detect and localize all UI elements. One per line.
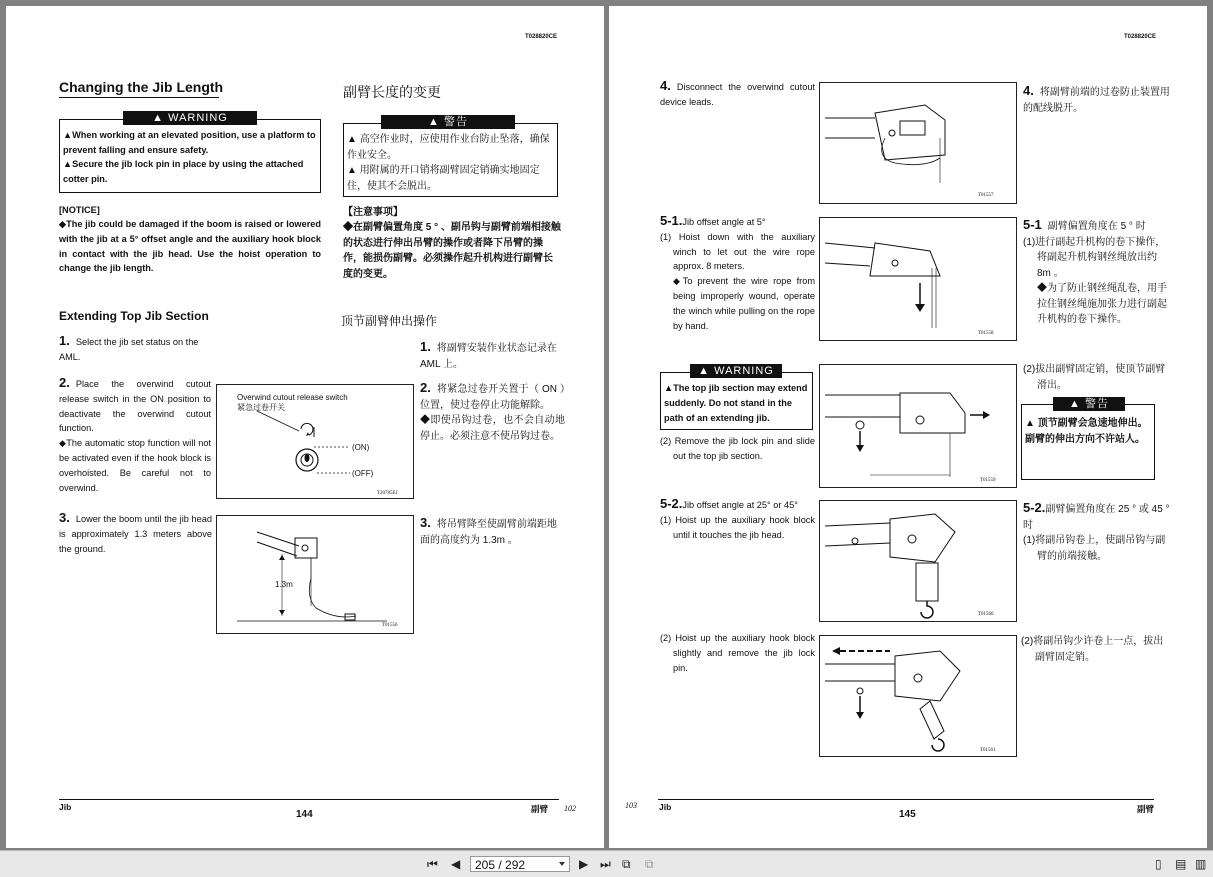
fig-dimension-label: 1.3m [275, 580, 293, 589]
chevron-down-icon[interactable] [559, 862, 565, 866]
overwind-leads-drawing [820, 83, 1016, 203]
fig-switch-off-label: (OFF) [352, 469, 374, 478]
warning-text-cn: ▲ 顶节副臂会急速地伸出。副臂的伸出方向不许站人。 [1025, 418, 1148, 445]
handwritten-number: 102 [564, 804, 576, 813]
warning-triangle-icon: ▲ [152, 112, 169, 124]
warning-text-cn: ▲ 高空作业时，应使用作业台防止坠落，确保作业安全。 ▲ 用附属的开口销将副臂固定销确实地固定住，使其不会脱出。 [347, 134, 550, 192]
footer-rule [658, 799, 1154, 800]
left-page [6, 6, 604, 848]
figure-number: T01560 [978, 612, 994, 617]
step-5-1-en: 5-1.Jib offset angle at 5° (1) Hoist down with the auxiliary winch to let out the wire rope approx. 8 meters. ◆To prevent the wire rope from being improperly wound, operate the winch while pulling on the rope by hand. [660, 213, 815, 331]
figure-number: T01559 [980, 478, 996, 483]
step-2-cn: 2. 将紧急过卷开关置于（ ON ）位置，使过卷停止功能解除。 ◆即使吊钩过卷，也不会自动地停止。必须注意不使吊钩过卷。 [420, 380, 565, 442]
warning-triangle-icon: ▲ [347, 165, 360, 176]
page-title-cn: 副臂长度的变更 [343, 84, 441, 100]
warning-text-en: ▲When working at an elevated position, use a platform to prevent falling and ensure safety. ▲Secure the jib lock pin in place by using the attached cotter pin. [63, 130, 316, 184]
two-page-view-icon[interactable]: ▥ [1195, 857, 1207, 871]
figure-overwind-leads [819, 82, 1017, 204]
warning-triangle-icon: ▲ [1025, 418, 1038, 429]
first-page-icon[interactable]: ⏮ [427, 857, 438, 871]
page-number-field[interactable]: 205 / 292 [470, 856, 570, 872]
right-page [609, 6, 1207, 848]
section-title-en: Extending Top Jib Section [59, 309, 209, 323]
figure-jib-height [216, 515, 414, 634]
slide-out-drawing [820, 365, 1016, 487]
figure-overwind-switch [216, 384, 414, 499]
footer-rule [59, 799, 559, 800]
page-number: 145 [899, 809, 916, 820]
warning-header-en: ▲ WARNING [123, 111, 257, 125]
continuous-view-icon[interactable]: ▤ [1175, 857, 1187, 871]
step-1-cn: 1. 将副臂安装作业状态记录在 AML 上。 [420, 339, 557, 370]
handwritten-number: 103 [625, 801, 637, 810]
fig-switch-title-en: Overwind cutout release switch [237, 393, 348, 402]
figure-number: T01557 [978, 193, 994, 198]
figure-number: T01556 [382, 623, 398, 628]
section-title-cn: 顶节副臂伸出操作 [341, 314, 438, 328]
notice-text-en: ◆The jib could be damaged if the boom is raised or lowered with the jib at a 5° offset angle and the auxiliary hook block in contact with the jib head. Use the hoist operation to change the jib length. [59, 219, 321, 274]
footer-section-cn: 副臂 [531, 804, 549, 814]
footer-section-en: Jib [59, 802, 72, 812]
figure-hoist-up [819, 500, 1017, 622]
last-page-icon[interactable]: ⏭ [600, 857, 611, 871]
prev-page-icon[interactable]: ◀ [451, 857, 461, 871]
warning-header-cn: ▲ 警告 [1053, 397, 1125, 411]
notice-label-en: [NOTICE] [59, 205, 100, 215]
warning-triangle-icon: ▲ [347, 134, 360, 145]
hoist-up-drawing [820, 501, 1016, 621]
figure-number: T20785EJ [377, 491, 398, 496]
figure-remove-pin [819, 635, 1017, 757]
fig-switch-title-cn: 紧急过卷开关 [237, 403, 285, 412]
hoist-down-drawing [820, 218, 1016, 340]
step-5-1-2-en: (2) Remove the jib lock pin and slide out the top jib section. [660, 436, 815, 461]
warning-header-en: ▲ WARNING [690, 364, 782, 378]
step-4-en: 4. Disconnect the overwind cutout device leads. [660, 78, 815, 107]
step-4-cn: 4. 将副臂前端的过卷防止装置用的配线脱开。 [1023, 83, 1170, 114]
step-5-1-2-cn: (2)拔出副臂固定销，使顶节副臂滑出。 [1023, 364, 1166, 391]
step-1-en: 1. Select the jib set status on the AML. [59, 333, 199, 362]
warning-triangle-icon: ▲ [63, 159, 73, 169]
step-3-en: 3. Lower the boom until the jib head is approximately 1.3 meters above the ground. [59, 510, 212, 554]
copy-page-icon[interactable]: ⧉ [622, 857, 631, 871]
next-page-icon[interactable]: ▶ [579, 857, 589, 871]
step-5-2-cn: 5-2.副臂偏置角度在 25 ° 或 45 ° 时 (1)将副吊钩卷上，使副吊钩与副臂的前端接触。 [1023, 500, 1170, 562]
warning-triangle-icon: ▲ [63, 130, 73, 140]
figure-number: T01558 [978, 331, 994, 336]
step-5-2-2-en: (2) Hoist up the auxiliary hook block slightly and remove the jib lock pin. [660, 633, 815, 673]
figure-hoist-down [819, 217, 1017, 341]
doc-id: T028820CE [525, 34, 558, 40]
remove-pin-drawing [820, 636, 1016, 756]
notice-text-cn: ◆在副臂偏置角度 5 ° 、副吊钩与副臂前端相接触的状态进行伸出吊臂的操作或者降下吊臂的操作，能损伤副臂。必须操作起升机构进行副臂长度的变更。 [343, 222, 561, 280]
warning-header-cn: ▲ 警告 [381, 115, 515, 129]
warning-triangle-icon: ▲ [1069, 398, 1085, 410]
jib-height-drawing [217, 516, 413, 633]
figure-slide-out [819, 364, 1017, 488]
footer-section-cn: 副臂 [1137, 804, 1155, 814]
pdf-viewer-toolbar [0, 850, 1213, 877]
warning-triangle-icon: ▲ [664, 383, 674, 393]
figure-number: T01561 [980, 748, 996, 753]
warning-text-en: ▲The top jib section may extend suddenly. Do not stand in the path of an extending jib. [664, 383, 808, 423]
footer-section-en: Jib [659, 802, 672, 812]
step-5-2-2-cn: (2)将副吊钩少许卷上一点，拔出副臂固定销。 [1021, 636, 1164, 663]
doc-id: T028820CE [1124, 34, 1157, 40]
single-page-view-icon[interactable]: ▯ [1155, 857, 1162, 871]
title-underline [59, 97, 219, 98]
step-3-cn: 3. 将吊臂降至使副臂前端距地面的高度约为 1.3m 。 [420, 515, 557, 546]
warning-triangle-icon: ▲ [698, 365, 715, 377]
overwind-switch-drawing [217, 385, 413, 498]
step-5-2-en: 5-2.Jib offset angle at 25° or 45° (1) Hoist up the auxiliary hook block until it touches the jib head. [660, 496, 815, 540]
page-title-en: Changing the Jib Length [59, 79, 224, 95]
step-2-en: 2. Place the overwind cutout release switch in the ON position to deactivate the overwind cutout function. ◆The automatic stop function will not be activated even if the hook block is overhoisted. Be careful not to overwind. [59, 375, 211, 493]
page-number: 144 [296, 809, 313, 820]
step-5-1-cn: 5-1 副臂偏置角度在 5 ° 时 (1)进行副起升机构的卷下操作，将副起升机构钢丝绳放出约 8m 。 ◆为了防止钢丝绳乱卷，用手拉住钢丝绳施加张力进行副起升机构的卷下操作。 [1023, 217, 1167, 325]
copy-disabled-icon[interactable]: ⧉ [645, 857, 654, 871]
fig-switch-on-label: (ON) [352, 443, 370, 452]
notice-label-cn: 【注意事项】 [343, 207, 403, 218]
warning-triangle-icon: ▲ [428, 116, 444, 128]
